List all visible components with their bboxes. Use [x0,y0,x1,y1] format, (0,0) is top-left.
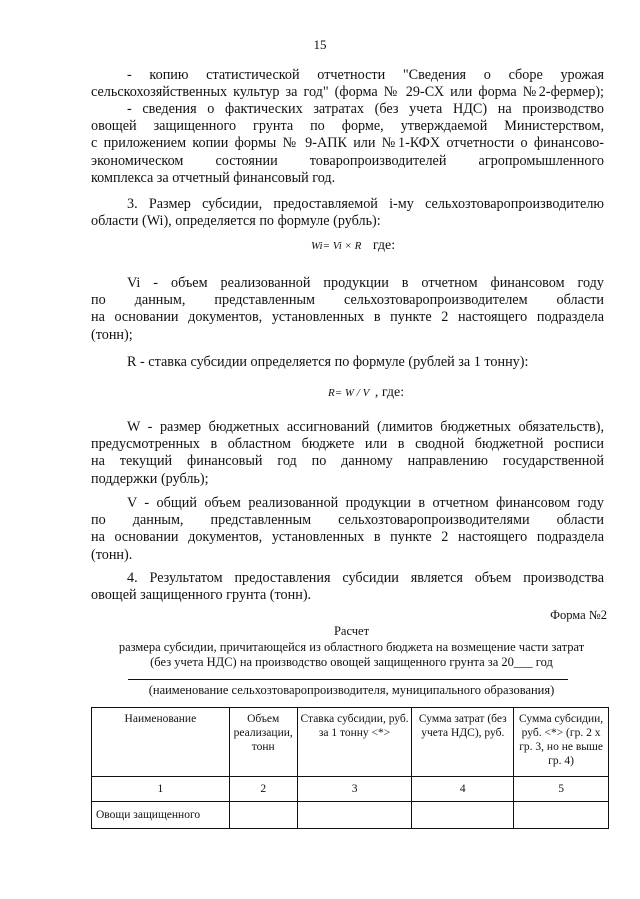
text-line: 4. Результатом предоставления субсидии является объем производства [127,570,604,586]
text-line: с приложением копии формы № 9-АПК или №1-КФХ отчетности о финансово- [91,135,604,152]
text-line: - сведения о фактических затратах (без учета НДС) на производство [127,101,604,117]
form-subtitle-line-1: размера субсидии, причитающейся из областного бюджета на возмещение части затрат [118,640,585,654]
text-line: 3. Размер субсидии, предоставляемой i-му сельхозтоваропроизводителю [127,196,604,212]
formula-wi [311,238,395,254]
paragraph-result [91,570,604,604]
header-cell: Ставка субсидии, руб. за 1 тонну <*> [297,708,412,777]
paragraph-statistical-report [91,67,604,101]
text-line: на основании документов, установленных в пункте 2 настоящего подраздела [91,529,604,546]
blank-underline [128,679,568,680]
column-number: 4 [412,777,514,802]
text-line: экономическом состоянии товаропроизводителей агропромышленного [91,152,604,169]
formula-expression: Wi= Vi × R [311,240,362,252]
text-line: - копию статистической отчетности "Сведения о сборе урожая [127,67,604,83]
form-subtitle-line-2: (без учета НДС) на производство овощей защищенного грунта за 20___ год [150,655,553,669]
table-cell: Овощи защищенного [92,802,230,829]
header-cell: Наименование [92,708,230,777]
formula-suffix: , где: [374,385,405,400]
paragraph-subsidy-size [91,196,604,230]
table-row [92,802,609,829]
text-line: Vi - объем реализованной продукции в отчетном финансовом году [127,275,604,291]
text-line: овощей защищенного грунта (тонн). [91,587,312,604]
paragraph-r-definition [91,354,604,371]
column-number: 5 [514,777,609,802]
column-number-row [92,777,609,802]
text-line: предусмотренных в областном бюджете или в сводной бюджетной росписи [91,436,604,453]
column-number: 3 [297,777,412,802]
form-title: Расчет [333,624,370,638]
text-line: по данным, представленным сельхозтоваропроизводителем области [91,292,604,309]
formula-expression: R= W / V [328,387,370,399]
table-cell [514,802,609,829]
text-line: области (Wi), определяется по формуле (рубль): [91,213,381,230]
text-line: сельскохозяйственных культур за год" (форма № 29-СХ или форма №2-фермер); [91,84,604,101]
text-line: комплекса за отчетный финансовый год. [91,169,336,186]
text-line: (тонн). [91,546,133,563]
calculation-table [91,707,609,829]
text-line: R - ставка субсидии определяется по формуле (рублей за 1 тонну): [127,354,529,370]
text-line: V - общий объем реализованной продукции в отчетном финансовом году [127,495,604,511]
column-number: 1 [92,777,230,802]
text-line: на основании документов, установленных в пункте 2 настоящего подраздела [91,309,604,326]
text-line: на текущий финансовый год по данному направлению государственной [91,453,604,470]
paragraph-v-definition [91,495,604,564]
text-line: (тонн); [91,326,133,343]
paragraph-w-definition [91,419,604,488]
text-line: поддержки (рубль); [91,470,209,487]
formula-suffix: где: [372,238,396,253]
form-label: Форма №2 [550,608,607,622]
header-cell: Сумма субсидии, руб. <*> (гр. 2 х гр. 3, но не выше гр. 4) [514,708,609,777]
header-cell: Объем реализации, тонн [229,708,297,777]
header-cell: Сумма затрат (без учета НДС), руб. [412,708,514,777]
table-header-row [92,708,609,777]
text-line: по данным, представленным сельхозтоваропроизводителями области [91,512,604,529]
page-number: 15 [313,37,327,52]
paragraph-vi-definition [91,275,604,344]
table-cell [412,802,514,829]
paragraph-actual-costs [91,101,604,187]
formula-r [328,385,404,401]
table-cell [229,802,297,829]
column-number: 2 [229,777,297,802]
form-caption: (наименование сельхозтоваропроизводителя, муниципального образования) [148,683,555,697]
text-line: овощей защищенного грунта по форме, утверждаемой Министерством, [91,118,604,135]
table-cell [297,802,412,829]
text-line: W - размер бюджетных ассигнований (лимитов бюджетных обязательств), [127,419,604,435]
